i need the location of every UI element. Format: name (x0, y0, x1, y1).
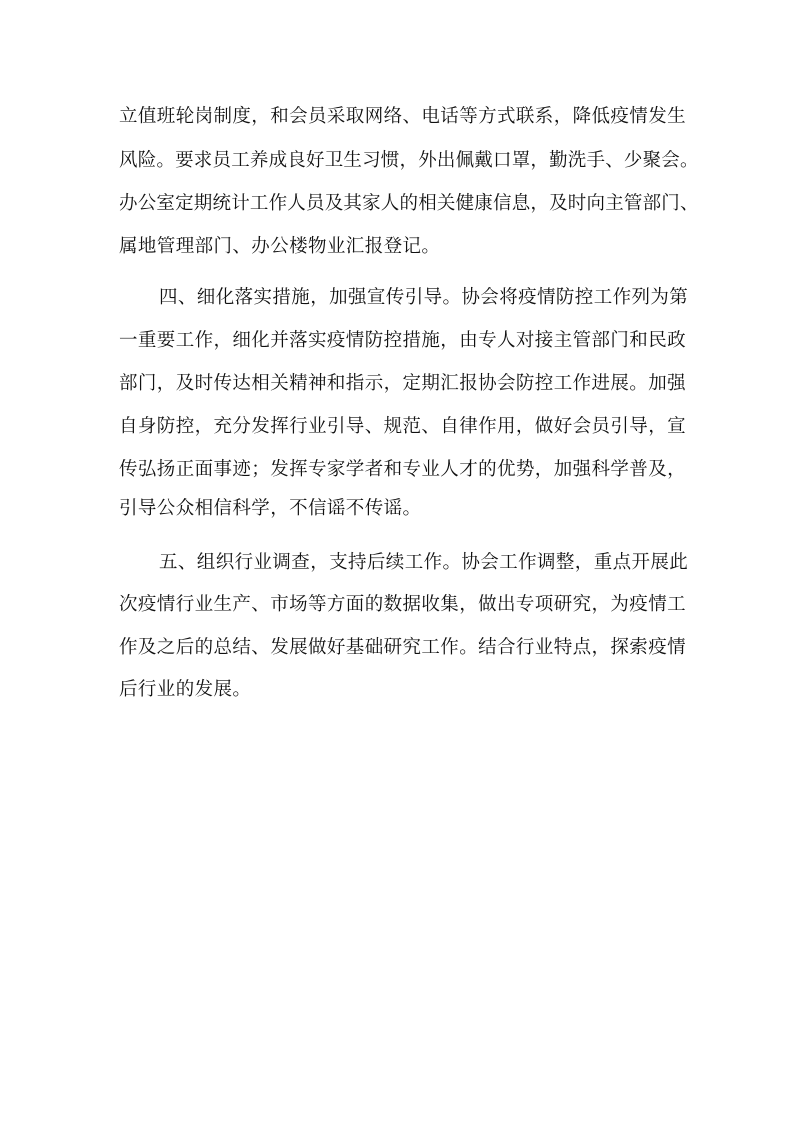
paragraph-2-line-5: 传弘扬正面事迹；发挥专家学者和专业人才的优势，加强科学普及， (119, 459, 687, 480)
paragraph-2-line-2: 一重要工作，细化并落实疫情防控措施，由专人对接主管部门和民政 (119, 330, 687, 351)
paragraph-3-line-4: 后行业的发展。 (119, 679, 252, 700)
paragraph-1-line-3: 办公室定期统计工作人员及其家人的相关健康信息，及时向主管部门、 (119, 193, 699, 214)
paragraph-2-line-6: 引导公众相信科学，不信谣不传谣。 (119, 498, 422, 519)
paragraph-1-line-2: 风险。要求员工养成良好卫生习惯，外出佩戴口罩，勤洗手、少聚会。 (119, 150, 699, 171)
paragraph-2-line-3: 部门，及时传达相关精神和指示，定期汇报协会防控工作进展。加强 (119, 373, 687, 394)
paragraph-3-line-3: 作及之后的总结、发展做好基础研究工作。结合行业特点，探索疫情 (119, 637, 687, 658)
paragraph-2-line-1: 四、细化落实措施，加强宣传引导。协会将疫情防控工作列为第 (159, 287, 689, 308)
paragraph-3-line-2: 次疫情行业生产、市场等方面的数据收集，做出专项研究，为疫情工 (119, 594, 687, 615)
paragraph-1-line-4: 属地管理部门、办公楼物业汇报登记。 (119, 236, 441, 257)
paragraph-1-line-1: 立值班轮岗制度，和会员采取网络、电话等方式联系，降低疫情发生 (119, 106, 687, 127)
paragraph-3-line-1: 五、组织行业调查，支持后续工作。协会工作调整，重点开展此 (159, 552, 689, 573)
paragraph-2-line-4: 自身防控，充分发挥行业引导、规范、自律作用，做好会员引导，宣 (119, 416, 687, 437)
